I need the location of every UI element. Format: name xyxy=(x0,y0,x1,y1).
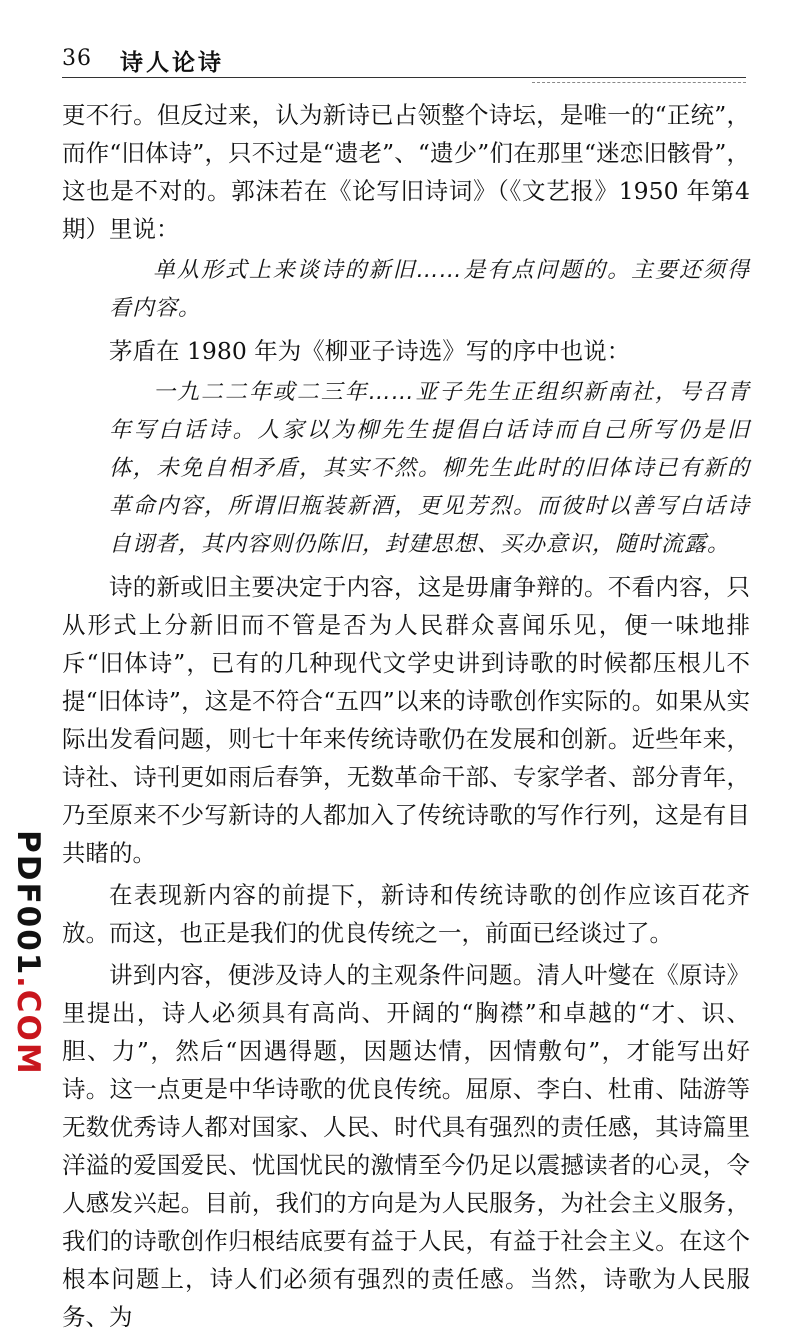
page-body xyxy=(62,96,750,1336)
watermark-suffix: .COM xyxy=(10,976,46,1077)
paragraph-hundred-flowers: 在表现新内容的前提下，新诗和传统诗歌的创作应该百花齐放。而这，也正是我们的优良传统之一，前面已经谈过了。 xyxy=(62,881,750,947)
quote-mao-dun: 一九二二年或二三年……亚子先生正组织新南社，号召青年写白话诗。人家以为柳先生提倡白话诗而自己所写仍是旧体，未免自相矛盾，其实不然。柳先生此时的旧体诗已有新的革命内容，所谓旧瓶装新酒，更见芳烈。而彼时以善写白话诗自诩者，其内容则仍陈旧，封建思想、买办意识，随时流露。 xyxy=(109,380,750,557)
paragraph-poet-conditions: 讲到内容，便涉及诗人的主观条件问题。清人叶燮在《原诗》里提出，诗人必须具有高尚、开阔的“胸襟”和卓越的“才、识、胆、力”，然后“因遇得题，因题达情，因情敷句”，才能写出好诗。这一点更是中华诗歌的优良传统。屈原、李白、杜甫、陆游等无数优秀诗人都对国家、人民、时代具有强烈的责任感，其诗篇里洋溢的爱国爱民、忧国忧民的激情至今仍足以震撼读者的心灵，令人感发兴起。目前，我们的方向是为人民服务，为社会主义服务，我们的诗歌创作归根结底要有益于人民，有益于社会主义。在这个根本问题上，诗人们必须有强烈的责任感。当然，诗歌为人民服务、为 xyxy=(62,961,750,1331)
watermark-logo xyxy=(10,830,46,1077)
paragraph-new-old-content: 诗的新或旧主要决定于内容，这是毋庸争辩的。不看内容，只从形式上分新旧而不管是否为人民群众喜闻乐见，便一味地排斥“旧体诗”，已有的几种现代文学史讲到诗歌的时候都压根儿不提“旧体诗”，这是不符合“五四”以来的诗歌创作实际的。如果从实际出发看问题，则七十年来传统诗歌仍在发展和创新。近些年来，诗社、诗刊更如雨后春笋，无数革命干部、专家学者、部分青年，乃至原来不少写新诗的人都加入了传统诗歌的写作行列，这是有目共睹的。 xyxy=(62,573,750,867)
page-number: 36 xyxy=(62,46,92,71)
paragraph-mao-dun-intro: 茅盾在 1980 年为《柳亚子诗选》写的序中也说： xyxy=(109,337,631,365)
running-title: 诗人论诗 xyxy=(120,49,224,76)
watermark-prefix: PDF001 xyxy=(10,830,46,977)
paragraph-continuation: 更不行。但反过来，认为新诗已占领整个诗坛，是唯一的“正统”，而作“旧体诗”，只不过是“遗老”、“遗少”们在那里“迷恋旧骸骨”，这也是不对的。郭沫若在《论写旧诗词》（《文艺报》1950 年第4 期）里说： xyxy=(62,101,750,243)
quote-guo-moruo: 单从形式上来谈诗的新旧……是有点问题的。主要还须得看内容。 xyxy=(109,258,750,321)
page-header xyxy=(62,44,746,80)
header-rule xyxy=(62,77,746,78)
header-rule-dashed xyxy=(532,82,746,83)
